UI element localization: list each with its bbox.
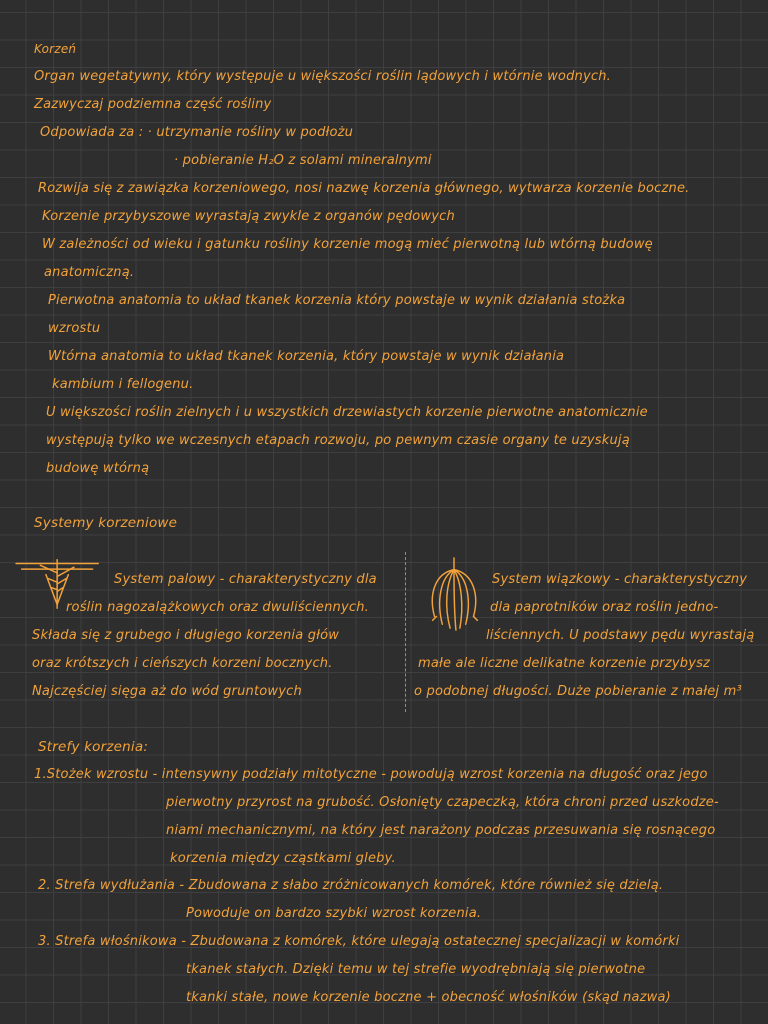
zone-line: tkanki stałe, nowe korzenie boczne + obecność włośników (skąd nazwa) [186, 990, 671, 1005]
intro-line: Organ wegetatywny, który występuje u większości roślin lądowych i wtórnie wodnych. [34, 69, 611, 84]
taproot-text-line: Składa się z grubego i długiego korzenia głów [32, 628, 340, 643]
intro-line: występują tylko we wczesnych etapach rozwoju, po pewnym czasie organy te uzyskują [46, 433, 630, 448]
intro-line: U większości roślin zielnych i u wszystkich drzewiastych korzenie pierwotne anatomicznie [46, 405, 648, 420]
page-title: Korzeń [34, 42, 77, 56]
intro-line: Rozwija się z zawiązka korzeniowego, nosi nazwę korzenia głównego, wytwarza korzenie boczne. [38, 181, 690, 196]
zone-line: 2. Strefa wydłużania - Zbudowana z słabo zróżnicowanych komórek, które również się dzielą. [38, 878, 664, 893]
intro-line: budowę wtórną [46, 461, 150, 476]
intro-line: · pobieranie H₂O z solami mineralnymi [174, 153, 432, 168]
intro-line: Pierwotna anatomia to układ tkanek korzenia który powstaje w wynik działania stożka [48, 293, 626, 308]
intro-line: Zazwyczaj podziemna część rośliny [34, 97, 272, 112]
fibrous-text-line: liściennych. U podstawy pędu wyrastają [486, 628, 755, 643]
fibrous-text-line: System wiązkowy - charakterystyczny [492, 572, 748, 587]
taproot-text-line: System palowy - charakterystyczny dla [114, 572, 377, 587]
fibrous-text-line: o podobnej długości. Duże pobieranie z małej m³ [414, 684, 742, 699]
intro-line: anatomiczną. [44, 265, 135, 280]
intro-line: Wtórna anatomia to układ tkanek korzenia, który powstaje w wynik działania [48, 349, 565, 364]
column-divider [405, 552, 406, 712]
intro-line: Korzenie przybyszowe wyrastają zwykle z organów pędowych [42, 209, 455, 224]
fibrous-root-icon [424, 556, 484, 634]
systems-heading: Systemy korzeniowe [34, 515, 178, 531]
zone-line: 1.Stożek wzrostu - intensywny podziały mitotyczne - powodują wzrost korzenia na długość oraz jego [34, 767, 708, 782]
fibrous-text-line: dla paprotników oraz roślin jedno- [490, 600, 719, 615]
zone-line: korzenia między cząstkami gleby. [170, 851, 396, 866]
fibrous-text-line: małe ale liczne delikatne korzenie przybysz [418, 656, 711, 671]
taproot-text-line: roślin nagozalążkowych oraz dwuliściennych. [66, 600, 369, 615]
taproot-text-line: Najczęściej sięga aż do wód gruntowych [32, 684, 302, 699]
intro-line: Odpowiada za : · utrzymanie rośliny w podłożu [40, 125, 354, 140]
zones-heading: Strefy korzenia: [38, 739, 149, 755]
zone-line: 3. Strefa włośnikowa - Zbudowana z komórek, które ulegają ostatecznej specjalizacji w komórki [38, 934, 680, 949]
zone-line: tkanek stałych. Dzięki temu w tej strefie wyodrębniają się pierwotne [186, 962, 646, 977]
intro-line: wzrostu [48, 321, 101, 336]
zone-line: niami mechanicznymi, na który jest narażony podczas przesuwania się rosnącego [166, 823, 716, 838]
zone-line: Powoduje on bardzo szybki wzrost korzenia. [186, 906, 482, 921]
zone-line: pierwotny przyrost na grubość. Osłonięty czapeczką, która chroni przed uszkodze- [166, 795, 719, 810]
taproot-text-line: oraz krótszych i cieńszych korzeni bocznych. [32, 656, 333, 671]
intro-line: W zależności od wieku i gatunku rośliny korzenie mogą mieć pierwotną lub wtórną budowę [42, 237, 653, 252]
intro-line: kambium i fellogenu. [52, 377, 194, 392]
